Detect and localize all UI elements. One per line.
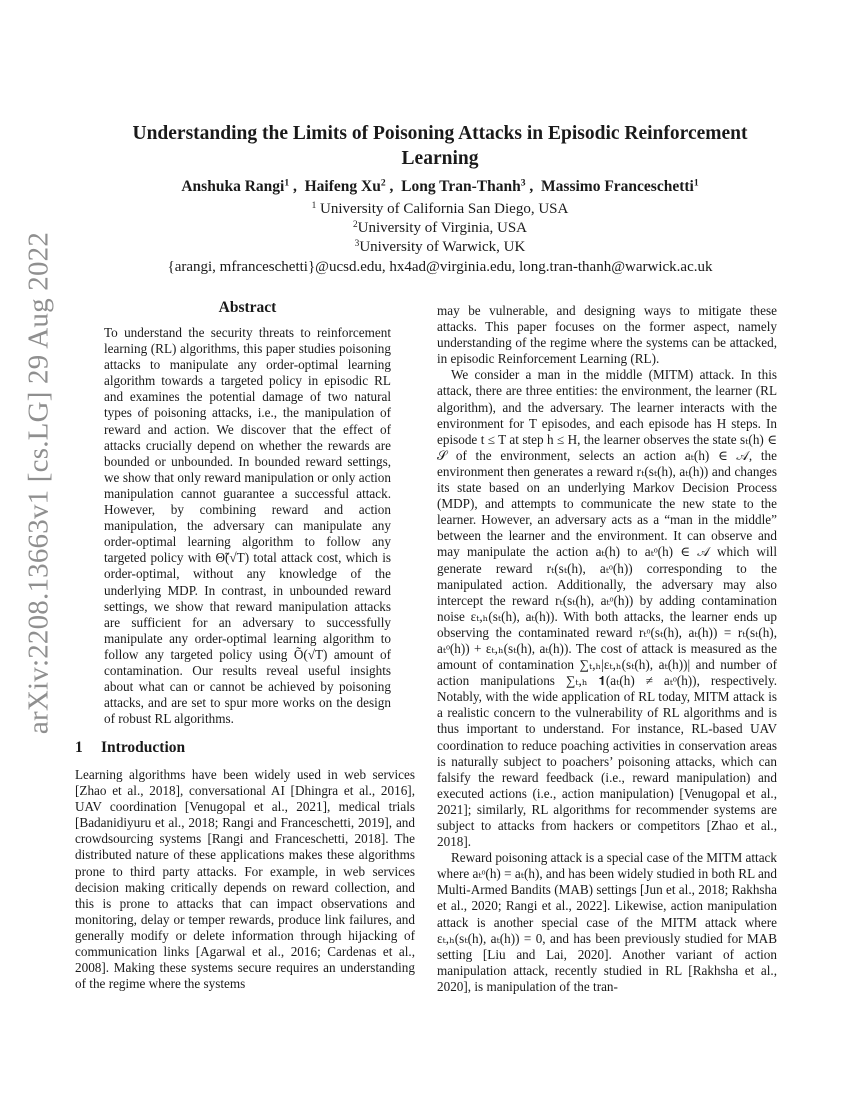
abstract-heading: Abstract bbox=[218, 299, 277, 316]
affiliation-text: University of California San Diego, USA bbox=[316, 201, 569, 217]
author-affiliation-mark: 3 bbox=[520, 177, 526, 189]
abstract-body: To understand the security threats to reinforcement learning (RL) algorithms, this paper studies poisoning attacks to manipulate any order-optimal learning algorithm towards a targeted policy in episodic RL and examines the potential damage of two natural types of poisoning attacks, i.e., the manipulation of reward and action. We discover that the effect of attacks crucially depend on whether the rewards are bounded or unbounded. In bounded reward settings, we show that only reward manipulation or only action manipulation cannot guarantee a successful attack. However, by combining reward and action manipulation, the adversary can manipulate any order-optimal learning algorithm to follow any targeted policy with Θ̃(√T) total attack cost, which is order-optimal, without any knowledge of the underlying MDP. In contrast, in unbounded reward settings, we show that reward manipulation attacks are sufficient for an adversary to successfully manipulate any order-optimal learning algorithm to follow any targeted policy using Õ(√T) amount of contamination. Our results reveal useful insights about what can or cannot be achieved by poisoning attacks, and are set to spur more works on the design of robust RL algorithms. bbox=[104, 325, 391, 727]
affiliation bbox=[80, 220, 800, 237]
author-affiliation-mark: 2 bbox=[380, 177, 386, 189]
affiliation bbox=[80, 239, 800, 256]
author-affiliation-mark: 1 bbox=[284, 177, 290, 189]
section-heading-introduction bbox=[75, 739, 185, 757]
intro-paragraph: may be vulnerable, and designing ways to mitigate these attacks. This paper focuses on the former aspect, namely understanding of the regime where the systems can be attacked, in episodic Reinforcement Learning (RL). bbox=[437, 303, 777, 367]
section-title: Introduction bbox=[101, 739, 186, 756]
paper-title: Understanding the Limits of Poisoning Attacks in Episodic Reinforcement Learning bbox=[132, 123, 748, 169]
affiliation-mark: 1 bbox=[311, 200, 317, 211]
intro-paragraph: Reward poisoning attack is a special case of the MITM attack where aₜᵒ(h) = aₜ(h), and has been widely studied in both RL and Multi-Armed Bandits (MAB) settings [Jun et al., 2018; Rakhsha et al., 2020; Rangi et al., 2022]. Likewise, action manipulation attack is another special case of the MITM attack where εₜ,ₕ(sₜ(h), aₜ(h)) = 0, and has been previously studied for MAB setting [Liu and Lai, 2020]. Another variant of action manipulation attack, recently studied in RL [Rakhsha et al., 2020], is manipulation of the tran- bbox=[437, 850, 777, 994]
arxiv-identifier bbox=[14, 231, 64, 735]
intro-paragraph-left: Learning algorithms have been widely used in web services [Zhao et al., 2018], conversational AI [Dhingra et al., 2016], UAV coordination [Venugopal et al., 2021], medical trials [Badanidiyuru et al., 2018; Rangi and Franceschetti, 2019], and crowdsourcing systems [Rangi and Franceschetti, 2018]. The distributed nature of these applications makes these algorithms prone to third party attacks. For example, in web services decision making critically depends on reward collection, and this is prone to attacks that can impact observations and monitoring, delay or temper rewards, produce link failures, and generally modify or delete information through hijacking of communication links [Agarwal et al., 2016; Cardenas et al., 2008]. Making these systems secure requires an understanding of the regime where the systems bbox=[75, 767, 415, 992]
affiliation-text: University of Virginia, USA bbox=[357, 220, 528, 236]
affiliation-mark: 3 bbox=[354, 238, 360, 249]
author-emails: {arangi, mfranceschetti}@ucsd.edu, hx4ad@virginia.edu, long.tran-thanh@warwick.ac.uk bbox=[167, 259, 713, 275]
author-name: Long Tran-Thanh bbox=[401, 178, 521, 195]
author-name: Anshuka Rangi bbox=[181, 178, 285, 195]
intro-paragraph: We consider a man in the middle (MITM) attack. In this attack, there are three entities: the environment, the learner (RL algorithm), and the adversary. The learner interacts with the environment for T episodes, and each episode has H steps. In episode t ≤ T at step h ≤ H, the learner observes the state sₜ(h) ∈ 𝒮 of the environment, selects an action aₜ(h) ∈ 𝒜, the environment then generates a reward rₜ(sₜ(h), aₜ(h)) and changes its state based on an underlying Markov Decision Process (MDP), and attempts to communicate the new state to the learner. However, an adversary acts as a “man in the middle” between the learner and the environment. It can observe and may manipulate the action aₜ(h) to aₜᵒ(h) ∈ 𝒜 which will generate reward rₜ(sₜ(h), aₜᵒ(h)) corresponding to the manipulated action. Additionally, the adversary may also intercept the reward rₜ(sₜ(h), aₜᵒ(h)) by adding contamination noise εₜ,ₕ(sₜ(h), aₜ(h)). With both attacks, the learner ends up observing the contaminated reward rₜᵒ(sₜ(h), aₜ(h)) = rₜ(sₜ(h), aₜᵒ(h)) + εₜ,ₕ(sₜ(h), aₜ(h)). The cost of attack is measured as the amount of contamination ∑ₜ,ₕ|εₜ,ₕ(sₜ(h), aₜ(h))| and number of action manipulations ∑ₜ,ₕ 𝟏(aₜ(h) ≠ aₜᵒ(h)), respectively. Notably, with the wide application of RL today, MITM attack is a realistic concern to the vulnerability of RL algorithms and is thus important to understand. For instance, RL-based UAV coordination to reduce poaching activities in conservation areas is naturally subject to poachers’ poisoning attacks, which can falsify the reward feedback (i.e., reward manipulation) and executed actions (i.e., action manipulation) [Venugopal et al., 2021]; similarly, RL algorithms for recommender systems are subject to attacks from hackers or competitors [Zhao et al., 2018]. bbox=[437, 367, 777, 850]
affiliation-text: University of Warwick, UK bbox=[359, 239, 526, 255]
affiliation bbox=[80, 201, 800, 218]
author-name: Massimo Franceschetti bbox=[541, 178, 694, 195]
author-list: Anshuka Rangi$^1$ , Haifeng Xu$^2$ , Long Tran-Thanh$^3$ , Massimo Franceschetti$^1$ bbox=[181, 177, 699, 195]
author-name: Haifeng Xu bbox=[304, 178, 381, 195]
right-column bbox=[437, 303, 777, 995]
arxiv-identifier-text: arXiv:2208.13663v1 [cs.LG] 29 Aug 2022 bbox=[22, 231, 55, 735]
author-affiliation-mark: 1 bbox=[693, 177, 699, 189]
section-number: 1 bbox=[75, 739, 83, 756]
affiliation-mark: 2 bbox=[352, 219, 358, 230]
